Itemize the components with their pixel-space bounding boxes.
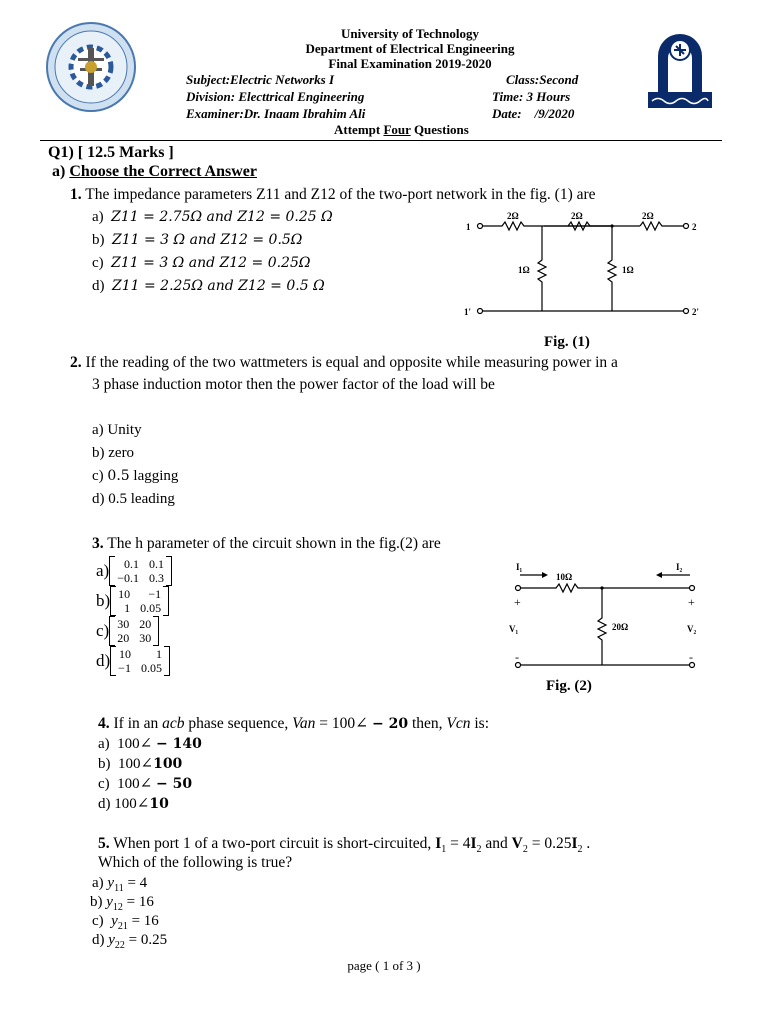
fig1-r2-label: 2Ω	[571, 211, 583, 221]
fig1-terminal-2: 2	[692, 222, 697, 232]
option-a	[92, 207, 333, 230]
page-number: page ( 1 of 3 )	[347, 958, 421, 973]
option-d	[96, 646, 172, 676]
figure-1-caption: Fig. (1)	[544, 334, 590, 350]
question-number: 4.	[98, 715, 110, 732]
question-text: If the reading of the two wattmeters is equal and opposite while measuring power in a	[85, 354, 618, 371]
option-sub: 12	[112, 902, 123, 913]
question-text: = 0.25	[527, 835, 572, 852]
option-label: c)	[92, 913, 104, 929]
van-symbol: Van	[292, 715, 316, 732]
i1-symbol: I	[435, 835, 442, 852]
option-label: b)	[90, 894, 103, 910]
fig2-r2-label: 20Ω	[612, 622, 629, 632]
question-text: = 100∠	[315, 715, 372, 732]
option-c	[96, 616, 172, 646]
option-text: 100∠	[117, 776, 156, 792]
option-value: = 16	[122, 894, 154, 910]
option-value: = 16	[127, 913, 159, 929]
question-text: is:	[470, 715, 490, 732]
phase-sequence: acb	[162, 715, 185, 732]
option-d	[92, 489, 178, 512]
fig1-r3-label: 2Ω	[642, 211, 654, 221]
matrix-cell: 1	[124, 601, 131, 615]
option-label: c)	[98, 776, 110, 792]
question-text: When port 1 of a two-port circuit is short-circuited,	[109, 835, 436, 852]
option-text: Unity	[107, 422, 142, 438]
matrix-cell: −1	[118, 661, 131, 675]
option-value: − 140	[155, 736, 202, 752]
option-text: Z11 = 2.75Ω and Z12 = 0.25 Ω	[111, 209, 333, 225]
matrix-cell: 30	[139, 631, 152, 645]
question-text: then,	[408, 715, 447, 732]
option-sub: 22	[114, 940, 125, 951]
option-label: a)	[98, 736, 110, 752]
fig1-r5-label: 1Ω	[622, 265, 634, 275]
van-angle: − 20	[371, 716, 409, 732]
matrix-cell: 0.1	[124, 557, 139, 571]
option-a	[98, 734, 202, 754]
question-5-options	[92, 873, 167, 949]
option-b	[90, 892, 167, 911]
option-b	[92, 443, 178, 466]
option-b	[98, 754, 202, 774]
option-label: a)	[92, 875, 104, 891]
figure-2-circuit	[500, 560, 710, 676]
option-text: zero	[108, 445, 135, 461]
question-text: = 4	[446, 835, 471, 852]
matrix-cell: −1	[148, 587, 162, 601]
fig2-plus-right: +	[688, 595, 695, 609]
option-c	[92, 253, 333, 276]
matrix-a	[109, 556, 172, 586]
class-line: Class:Second	[506, 72, 579, 87]
fig2-plus-left: +	[514, 595, 521, 609]
option-sub: 11	[114, 883, 124, 894]
option-label: a)	[92, 209, 104, 225]
option-text: Z11 = 3 Ω and Z12 = 0.25Ω	[111, 255, 311, 271]
option-label: b)	[92, 232, 105, 248]
left-logo-icon	[44, 18, 138, 116]
attempt-line	[334, 122, 469, 137]
v2-subscript: 2	[522, 844, 528, 856]
matrix-cell: 30	[117, 617, 130, 631]
attempt-post: Questions	[410, 122, 469, 137]
department-name: Department of Electrical Engineering	[305, 41, 515, 56]
option-label: c)	[92, 468, 104, 484]
exam-title: Final Examination 2019-2020	[328, 56, 492, 71]
question-2	[70, 352, 618, 374]
matrix-b	[110, 586, 169, 616]
university-name: University of Technology	[341, 26, 479, 41]
question-text: .	[582, 835, 591, 852]
matrix-cell: −0.1	[117, 571, 139, 585]
part-a-heading	[52, 163, 257, 181]
part-label: a)	[52, 163, 70, 180]
option-text: Z11 = 2.25Ω and Z12 = 0.5 Ω	[112, 278, 325, 294]
option-label: c)	[92, 255, 104, 271]
fig2-minus-right: -	[689, 650, 693, 664]
figure-1-circuit	[460, 208, 710, 324]
matrix-cell: 20	[139, 617, 152, 631]
option-label: b)	[98, 756, 111, 772]
option-text: 0.5 leading	[108, 491, 175, 507]
section-title: Q1) [ 12.5 Marks ]	[48, 144, 174, 161]
option-value: 100	[153, 756, 183, 772]
option-label: d)	[98, 796, 111, 812]
subject-line: Subject:Electric Networks I	[186, 72, 335, 87]
v2-symbol: V	[511, 835, 523, 852]
i2-subscript: 2	[476, 844, 482, 856]
fig1-terminal-2p: 2'	[692, 307, 700, 317]
matrix-cell: 0.05	[140, 601, 162, 615]
fig1-terminal-1: 1	[466, 222, 471, 232]
option-label: b)	[96, 591, 111, 610]
option-text: 100∠	[117, 736, 156, 752]
option-text: lagging	[133, 468, 179, 484]
option-sub: 21	[117, 921, 128, 932]
option-label: d)	[92, 278, 105, 294]
option-text: 100∠	[114, 796, 150, 812]
fig1-terminal-1p: 1'	[464, 307, 472, 317]
option-a	[92, 873, 167, 892]
fig1-r1-label: 2Ω	[507, 211, 519, 221]
question-2-options	[92, 420, 178, 512]
option-c	[92, 911, 167, 930]
option-text: 100∠	[118, 756, 154, 772]
question-number: 5.	[98, 835, 110, 852]
date-line: Date: /9/2020	[492, 106, 575, 121]
matrix-cell: 20	[117, 631, 130, 645]
attempt-pre: Attempt	[334, 122, 384, 137]
matrix-c	[109, 616, 159, 646]
question-text: and	[481, 835, 512, 852]
vcn-symbol: Vcn	[446, 715, 471, 732]
option-label: a)	[92, 422, 104, 438]
option-var: y	[106, 894, 113, 910]
fig2-i1-label: I₁	[516, 562, 523, 572]
option-var: y	[108, 932, 115, 948]
question-text: If in an	[109, 715, 163, 732]
option-value: 10	[149, 796, 169, 812]
question-3-options	[96, 556, 172, 676]
option-d	[92, 930, 167, 949]
option-label: a)	[96, 561, 110, 580]
matrix-cell: 1	[155, 647, 162, 661]
examiner-line: Examiner:Dr. Inaam Ibrahim Ali	[186, 106, 366, 121]
option-a	[96, 556, 172, 586]
i2-symbol: I	[470, 835, 477, 852]
option-label: d)	[92, 932, 105, 948]
matrix-cell: 0.1	[149, 557, 164, 571]
option-d	[92, 276, 333, 299]
option-c	[98, 774, 202, 794]
time-line: Time: 3 Hours	[492, 89, 571, 104]
question-5-line2: Which of the following is true?	[98, 854, 293, 871]
option-value: = 0.25	[124, 932, 168, 948]
right-logo-icon	[634, 22, 726, 112]
question-1-options	[92, 207, 333, 299]
option-value: − 50	[155, 776, 193, 792]
part-title: Choose the Correct Answer	[69, 163, 257, 180]
option-label: b)	[92, 445, 105, 461]
matrix-d	[110, 646, 170, 676]
option-value: 0.5	[107, 468, 130, 484]
option-var: y	[111, 913, 118, 929]
header-rule	[40, 140, 722, 141]
option-d	[98, 794, 202, 814]
fig2-v1-label: V₁	[509, 624, 519, 634]
option-label: d)	[92, 491, 105, 507]
figure-2-caption: Fig. (2)	[546, 678, 592, 694]
question-number: 1.	[70, 186, 82, 203]
option-b	[92, 230, 333, 253]
option-text: Z11 = 3 Ω and Z12 = 0.5Ω	[112, 232, 303, 248]
option-a	[92, 420, 178, 443]
question-text: The h parameter of the circuit shown in the fig.(2) are	[107, 535, 441, 552]
fig1-r4-label: 1Ω	[518, 265, 530, 275]
option-label: d)	[96, 651, 111, 670]
option-var: y	[107, 875, 115, 891]
option-label: c)	[96, 621, 110, 640]
question-4	[98, 713, 489, 735]
option-b	[96, 586, 172, 616]
attempt-count: Four	[383, 122, 411, 137]
matrix-cell: 10	[118, 587, 131, 601]
question-2-line2: 3 phase induction motor then the power factor of the load will be	[92, 376, 495, 393]
fig2-minus-left: -	[515, 650, 519, 664]
option-value: = 4	[123, 875, 148, 891]
question-3	[92, 533, 441, 555]
question-number: 2.	[70, 354, 82, 371]
fig2-v2-label: V₂	[687, 624, 697, 634]
i1-subscript: 1	[441, 844, 447, 856]
question-number: 3.	[92, 535, 104, 552]
i2-subscript: 2	[577, 844, 583, 856]
matrix-cell: 0.05	[140, 661, 162, 675]
i2-symbol: I	[571, 835, 578, 852]
division-line: Division: Electtrical Engineering	[186, 89, 365, 104]
matrix-cell: 10	[118, 647, 131, 661]
fig2-r1-label: 10Ω	[556, 572, 573, 582]
question-text: phase sequence,	[184, 715, 293, 732]
question-1	[70, 184, 596, 206]
matrix-cell: 0.3	[149, 571, 164, 585]
fig2-i2-label: I₂	[676, 562, 683, 572]
option-c	[92, 466, 178, 489]
question-text: The impedance parameters Z11 and Z12 of the two-port network in the fig. (1) are	[85, 186, 596, 203]
question-4-options	[98, 734, 202, 814]
